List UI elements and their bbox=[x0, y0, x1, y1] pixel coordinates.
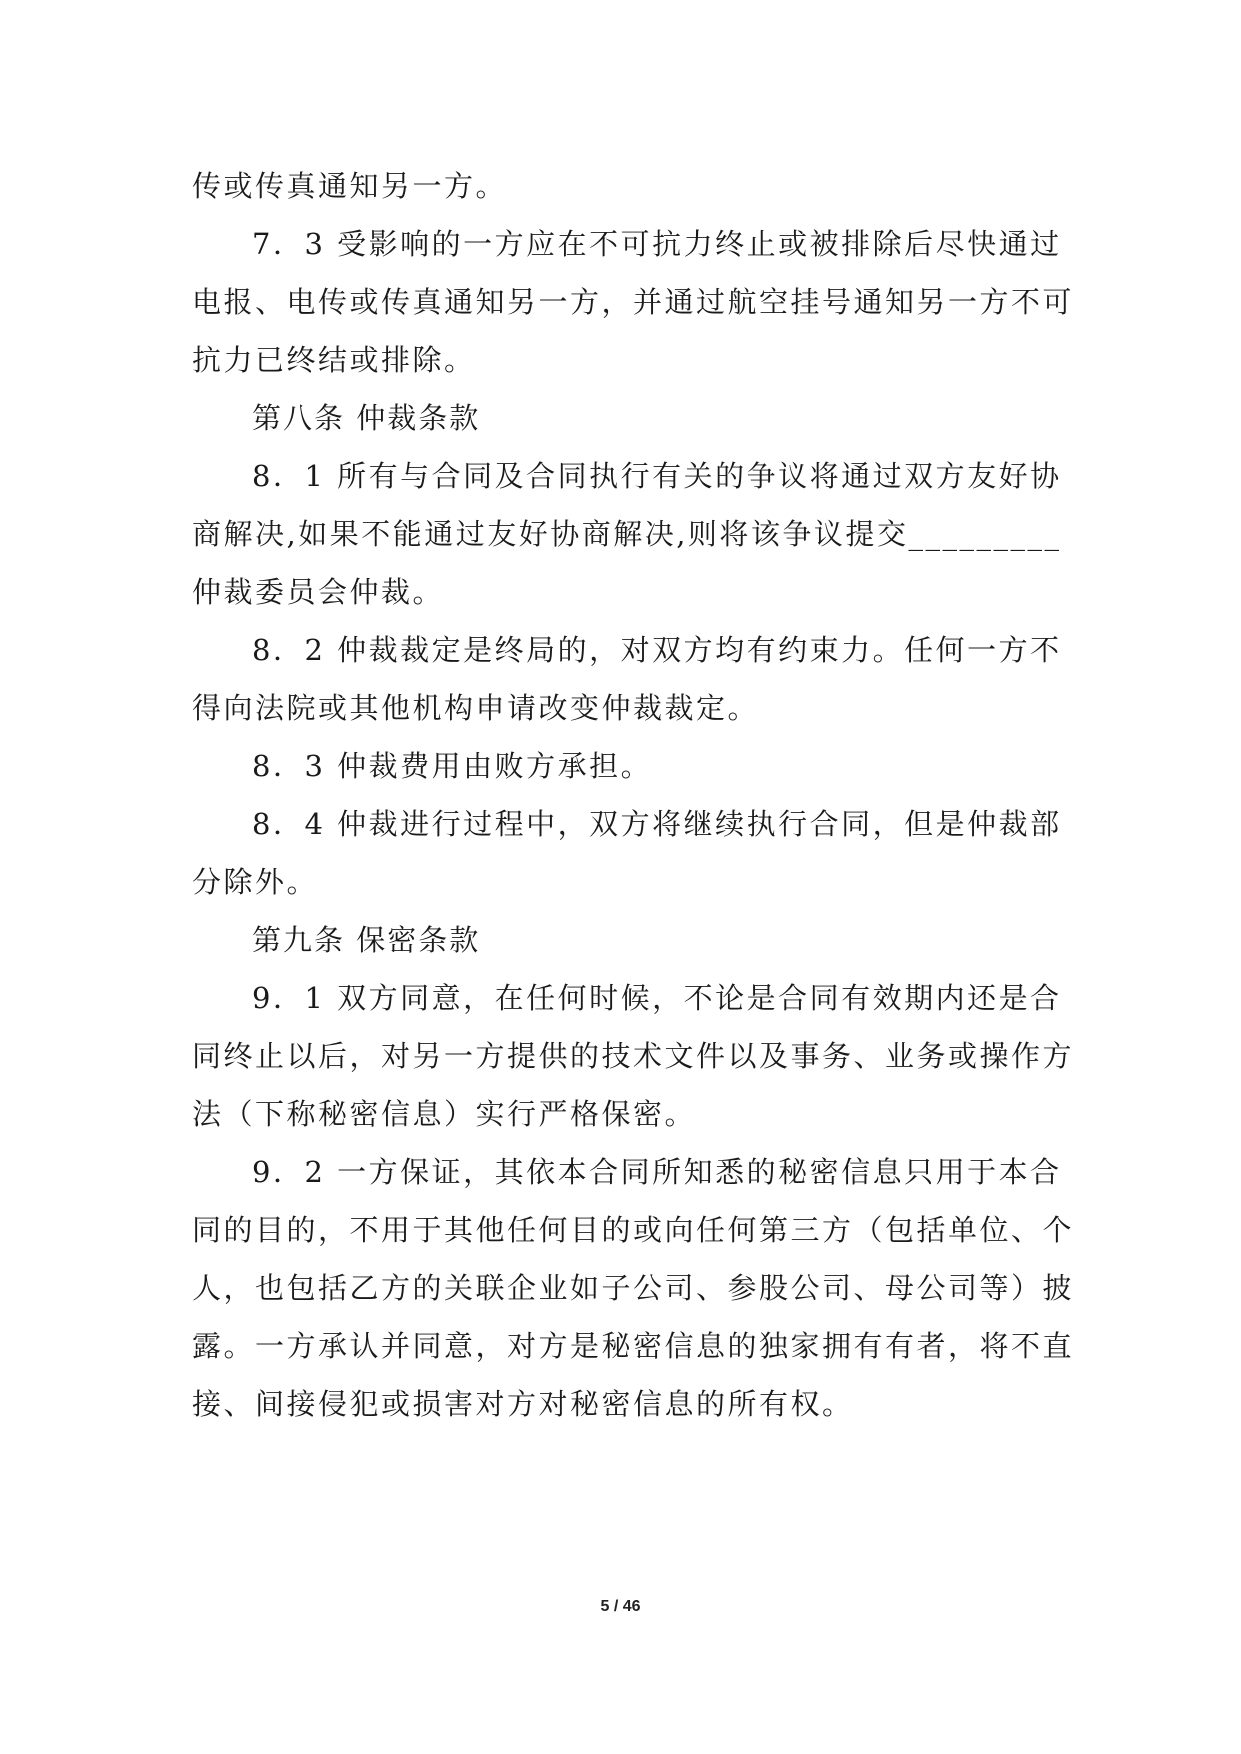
article-9-heading: 第九条 保密条款 bbox=[252, 923, 481, 957]
clause-9-2-line-1: 9．2 一方保证，其依本合同所知悉的秘密信息只用于本合 bbox=[252, 1155, 1062, 1189]
text-line: 人，也包括乙方的关联企业如子公司、参股公司、母公司等）披 bbox=[192, 1271, 1075, 1305]
clause-7-3-line-1: 7．3 受影响的一方应在不可抗力终止或被排除后尽快通过 bbox=[252, 227, 1062, 261]
text-line: 接、间接侵犯或损害对方对秘密信息的所有权。 bbox=[192, 1387, 854, 1421]
text-line: 露。一方承认并同意，对方是秘密信息的独家拥有有者，将不直 bbox=[192, 1329, 1075, 1363]
text-line: 传或传真通知另一方。 bbox=[192, 169, 508, 203]
clause-8-2-line-1: 8．2 仲裁裁定是终局的，对双方均有约束力。任何一方不 bbox=[252, 633, 1062, 667]
text-line: 同终止以后，对另一方提供的技术文件以及事务、业务或操作方 bbox=[192, 1039, 1075, 1073]
clause-8-3-line-1: 8．3 仲裁费用由败方承担。 bbox=[252, 749, 653, 783]
clause-8-1-line-1: 8．1 所有与合同及合同执行有关的争议将通过双方友好协 bbox=[252, 459, 1062, 493]
text-line: 抗力已终结或排除。 bbox=[192, 343, 476, 377]
text-line: 仲裁委员会仲裁。 bbox=[192, 575, 445, 609]
article-8-heading: 第八条 仲裁条款 bbox=[252, 401, 481, 435]
text-line: 法（下称秘密信息）实行严格保密。 bbox=[192, 1097, 697, 1131]
text-line: 商解决,如果不能通过友好协商解决,则将该争议提交_________ bbox=[192, 517, 1062, 551]
text-line: 同的目的，不用于其他任何目的或向任何第三方（包括单位、个 bbox=[192, 1213, 1075, 1247]
page-number: 5 / 46 bbox=[600, 1598, 641, 1615]
text-line: 电报、电传或传真通知另一方，并通过航空挂号通知另一方不可 bbox=[192, 285, 1075, 319]
text-line: 分除外。 bbox=[192, 865, 319, 899]
text-line: 得向法院或其他机构申请改变仲裁裁定。 bbox=[192, 691, 760, 725]
clause-8-4-line-1: 8．4 仲裁进行过程中，双方将继续执行合同，但是仲裁部 bbox=[252, 807, 1062, 841]
clause-9-1-line-1: 9．1 双方同意，在任何时候，不论是合同有效期内还是合 bbox=[252, 981, 1062, 1015]
